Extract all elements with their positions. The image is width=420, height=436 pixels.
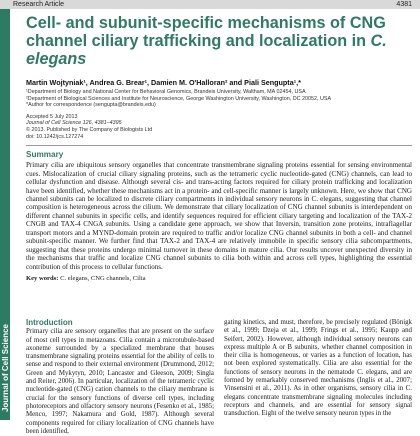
article-type-label: Research Article: [13, 1, 64, 8]
keywords-text: C. elegans, CNG channels, Cilia: [60, 275, 146, 283]
corresponding-author: *Author for correspondence (sengupta@brandeis.edu): [26, 102, 156, 109]
keywords: [26, 275, 412, 282]
accepted-date: Accepted 5 July 2013: [26, 113, 78, 120]
summary-text: Primary cilia are ubiquitous sensory organelles that concentrate transmembrane signaling proteins essential for sensing environmental cues. Mislocalization of crucial ciliary signaling proteins, such as the tetrameric cyclic nucleotide-gated (CNG) channels, can lead to cellular dysfunction and disease. Although several cis- and trans-acting factors required for ciliary protein trafficking and localization have been identified, whether these mechanisms act in a protein- and cell-specific manner is largely unknown. Here, we show that CNG channel subunits can be localized to discrete ciliary compartments in individual sensory neurons in C. elegans, suggesting that channel composition is heterogeneous across the cilium. We demonstrate that ciliary localization of CNG channel subunits is interdependent on different channel subunits in specific cells, and identify sequences required for efficient ciliary targeting and localization of the TAX-2 CNGB and TAX-4 CNGA subunits. Using a candidate gene approach, we show that Inversin, transition zone proteins, intraflagellar transport motors and a MYND-domain protein are required to traffic and/or localize CNG channel subunits in both a cell- and channel subunit-specific manner. We further find that TAX-2 and TAX-4 are relatively immobile in specific sensory cilia subcompartments, suggesting that these proteins undergo minimal turnover in these domains in mature cilia. Our results uncover unexpected diversity in the mechanisms that traffic and localize CNG channel subunits to cilia both within and across cell types, highlighting the essential contribution of this process to cellular functions.: [26, 161, 412, 271]
article-content: [26, 14, 412, 435]
top-header-bar: [0, 0, 420, 9]
page-number: 4381: [396, 1, 412, 8]
article-title: [26, 14, 412, 68]
title-species: C. elegans: [26, 32, 387, 68]
journal-name-vertical: Journal of Cell Science: [1, 323, 10, 412]
journal-reference: Journal of Cell Science 126, 4381–4395: [26, 120, 122, 127]
introduction-heading: Introduction: [26, 318, 73, 327]
intro-left-text: Primary cilia are sensory organelles that are present on the surface of most cell types in metazoans. Cilia contain a microtubule-based axoneme surrounded by a specialized membrane that houses transmembrane signaling proteins essential for the ability of cells to sense and respond to their external environment (Drummond, 2012; Green and Mykytyn, 2010; Lancaster and Gleeson, 2009; Singla and Reiter, 2006). In particular, localization of the tetrameric cyclic nucleotide-gated (CNG) cation channels to the ciliary membrane is crucial for the sensory functions of diverse cell types, including photoreceptors and olfactory sensory neurons (Fesenko et al., 1985; Menco, 1997; Nakamura and Gold, 1987). Although several components required for ciliary localization of CNG channels have been identified,: [26, 328, 214, 435]
summary-heading: Summary: [26, 150, 64, 160]
intro-column-right: [224, 319, 412, 419]
intro-right-text: gating kinetics, and must, therefore, be precisely regulated (Bönigk et al., 1999; Dzeja et al., 1999; Frings et al., 1995; Kaupp and Seifert, 2002). However, although individual sensory neurons can express multiple A or B subunits, whether channel composition in their cilia is homogeneous, or varies as a function of location, has not been explored systematically. Cilia are also essential for the functions of sensory neurons in the nematode C. elegans, and are formed by remarkably conserved mechanisms (Inglis et al., 2007; Vinsensini et al., 2011). As in other organisms, sensory cilia in C. elegans concentrate transmembrane signaling molecules including receptors and channels, and are essential for sensory signal transduction. Eight of the twelve sensory neuron types in the: [224, 319, 412, 418]
title-main: Cell- and subunit-specific mechanisms of CNG channel ciliary trafficking and localization in: [26, 14, 386, 50]
journal-spine-bar: [0, 9, 10, 420]
intro-column-left: [26, 319, 214, 436]
affiliations: [26, 89, 412, 109]
affiliation-2: ²Department of Biological Sciences and Institute for Neuroscience, George Washington University, Washington, DC 20052, USA: [26, 95, 332, 102]
section-divider: [26, 145, 412, 146]
publication-info: [26, 114, 412, 140]
doi-line: doi: 10.1242/jcs.127274: [26, 133, 84, 140]
copyright-line: © 2013. Published by The Company of Biologists Ltd: [26, 126, 153, 133]
author-list: Martin Wojtyniak¹, Andrea G. Brear¹, Damien M. O'Halloran² and Piali Sengupta¹,*: [26, 78, 301, 87]
keywords-label: Key words:: [26, 275, 59, 283]
affiliation-1: ¹Department of Biology and National Center for Behavioral Genomics, Brandeis University, Waltham, MA 02454, USA: [26, 89, 306, 95]
